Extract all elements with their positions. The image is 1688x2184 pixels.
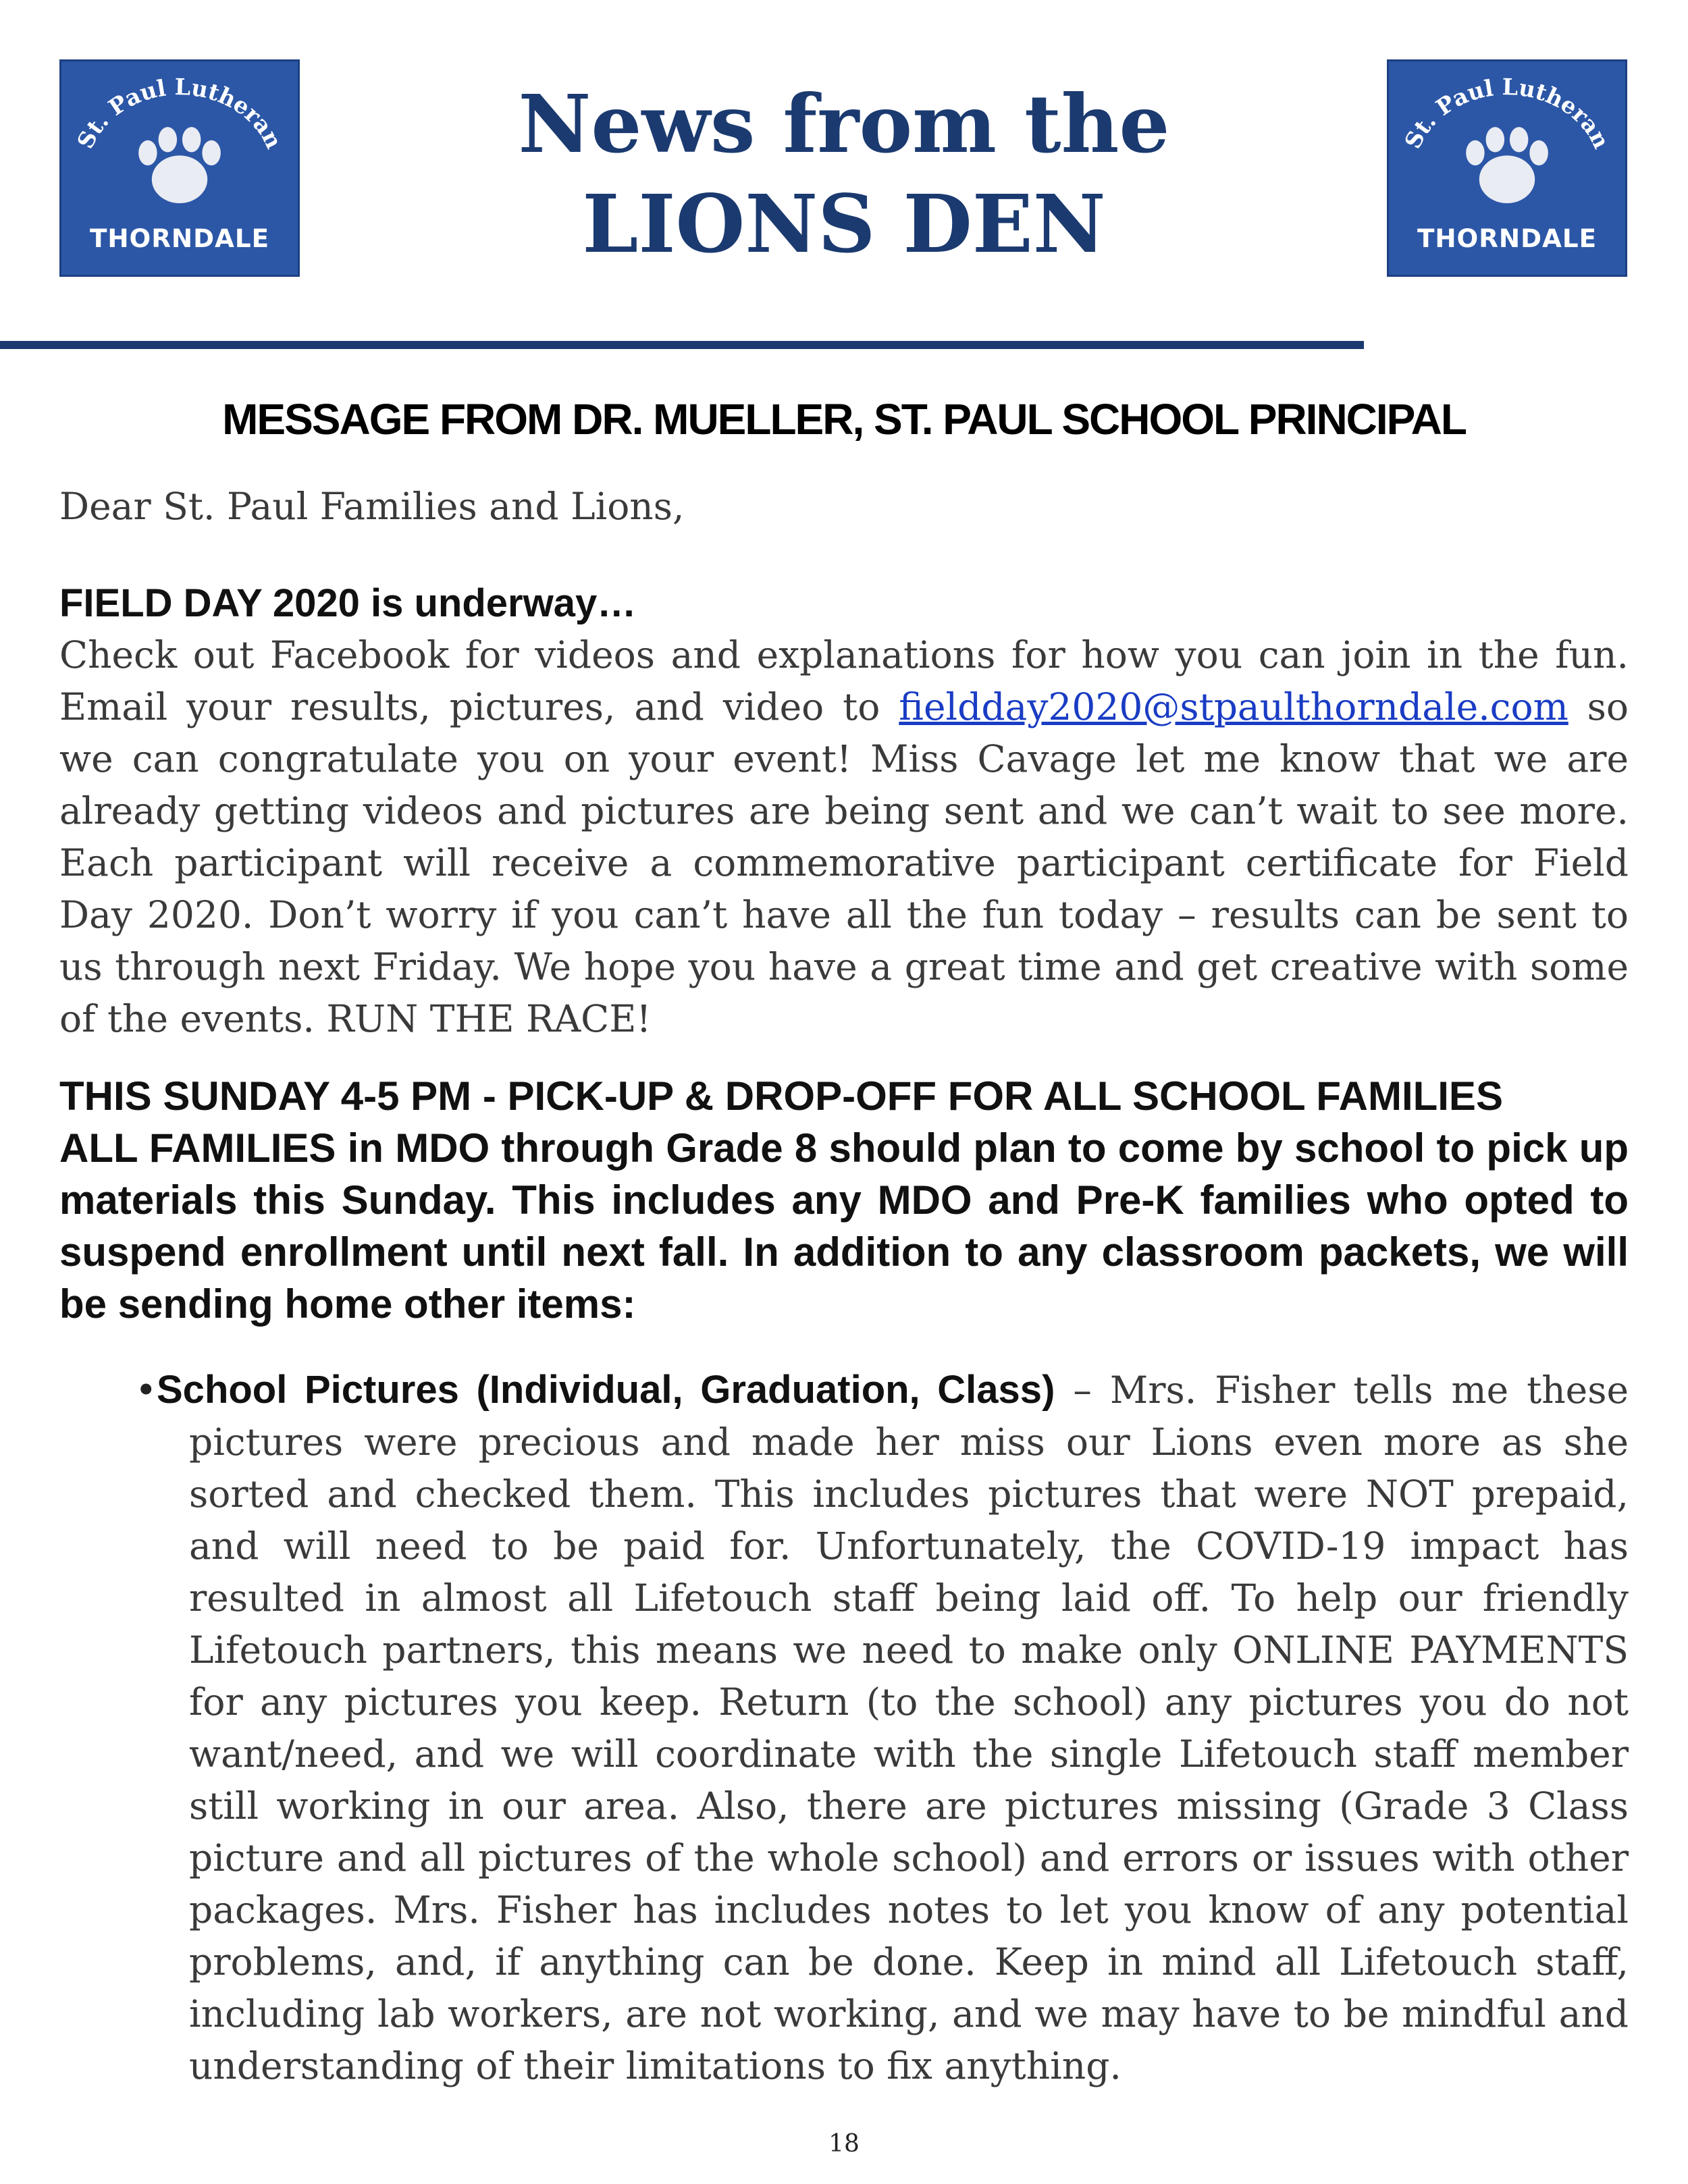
bullet-marker: • bbox=[135, 1368, 157, 1412]
masthead-line-2: LIONS DEN bbox=[582, 177, 1106, 271]
field-day-email-link[interactable]: fieldday2020@stpaulthorndale.com bbox=[899, 685, 1568, 728]
bullet-lead: School Pictures (Individual, Graduation, Class) bbox=[157, 1368, 1055, 1412]
logo-arc-text: St. Paul Lutheran bbox=[72, 74, 288, 153]
school-logo-graphic bbox=[61, 61, 298, 275]
newsletter-masthead bbox=[378, 74, 1310, 274]
field-day-body bbox=[59, 629, 1629, 1045]
paw-print-icon bbox=[1466, 127, 1548, 203]
pickup-section bbox=[59, 1070, 1629, 1330]
pickup-text: ALL FAMILIES in MDO through Grade 8 should plan to come by school to pick up materials this Sunday. This includes any MDO and Pre-K families who opted to suspend enrollment until next fall. In addition to any classroom packets, we will be sending home other items: bbox=[59, 1125, 1629, 1327]
field-day-text-after: so we can congratulate you on your event! Miss Cavage let me know that we are already getting videos and pictures are being sent and we can’t wait to see more. Each participant will receive a commemorative participant certificate for Field Day 2020. Don’t worry if you can’t have all the fun today – results can be sent to us through next Friday. We hope you have a great time and get creative with some of the events. RUN THE RACE! bbox=[59, 685, 1629, 1040]
paw-print-icon bbox=[138, 127, 221, 203]
masthead-line-1: News from the bbox=[518, 77, 1170, 171]
header-divider bbox=[0, 341, 1364, 349]
pickup-heading: THIS SUNDAY 4-5 PM - PICK-UP & DROP-OFF FOR ALL SCHOOL FAMILIES bbox=[59, 1073, 1503, 1119]
school-logo-left bbox=[59, 59, 300, 277]
logo-arc-text: St. Paul Lutheran bbox=[1399, 74, 1615, 153]
field-day-heading: FIELD DAY 2020 is underway… bbox=[59, 581, 637, 625]
field-day-text-before: Check out Facebook for videos and explanations for how you can join in the fun. Email your results, pictures, and video to bbox=[59, 633, 1629, 728]
article-title: MESSAGE FROM DR. MUELLER, ST. PAUL SCHOOL PRINCIPAL bbox=[222, 395, 1466, 444]
logo-bottom-text: THORNDALE bbox=[1417, 223, 1598, 253]
logo-bottom-text: THORNDALE bbox=[89, 223, 270, 253]
school-logo-right bbox=[1387, 59, 1627, 277]
field-day-section bbox=[59, 577, 1629, 1045]
bullet-text: – Mrs. Fisher tells me these pictures were precious and made her miss our Lions even more as she sorted and checked them. This includes pictures that were NOT prepaid, and will need to be paid for. Unfortunately, the COVID-19 impact has resulted in almost all Lifetouch staff being laid off. To help our friendly Lifetouch partners, this means we need to make only ONLINE PAYMENTS for any pictures you keep. Return (to the school) any pictures you do not want/need, and we will coordinate with the single Lifetouch staff member still working in our area. Also, there are pictures missing (Grade 3 Class picture and all pictures of the whole school) and errors or issues with other packages. Mrs. Fisher has includes notes to let you know of any potential problems, and, if anything can be done. Keep in mind all Lifetouch staff, including lab workers, are not working, and we may have to be mindful and understanding of their limitations to fix anything. bbox=[189, 1368, 1629, 2087]
list-item bbox=[135, 1364, 1629, 2092]
page-number: 18 bbox=[828, 2130, 860, 2158]
school-logo-graphic bbox=[1389, 61, 1625, 275]
greeting: Dear St. Paul Families and Lions, bbox=[59, 485, 685, 528]
